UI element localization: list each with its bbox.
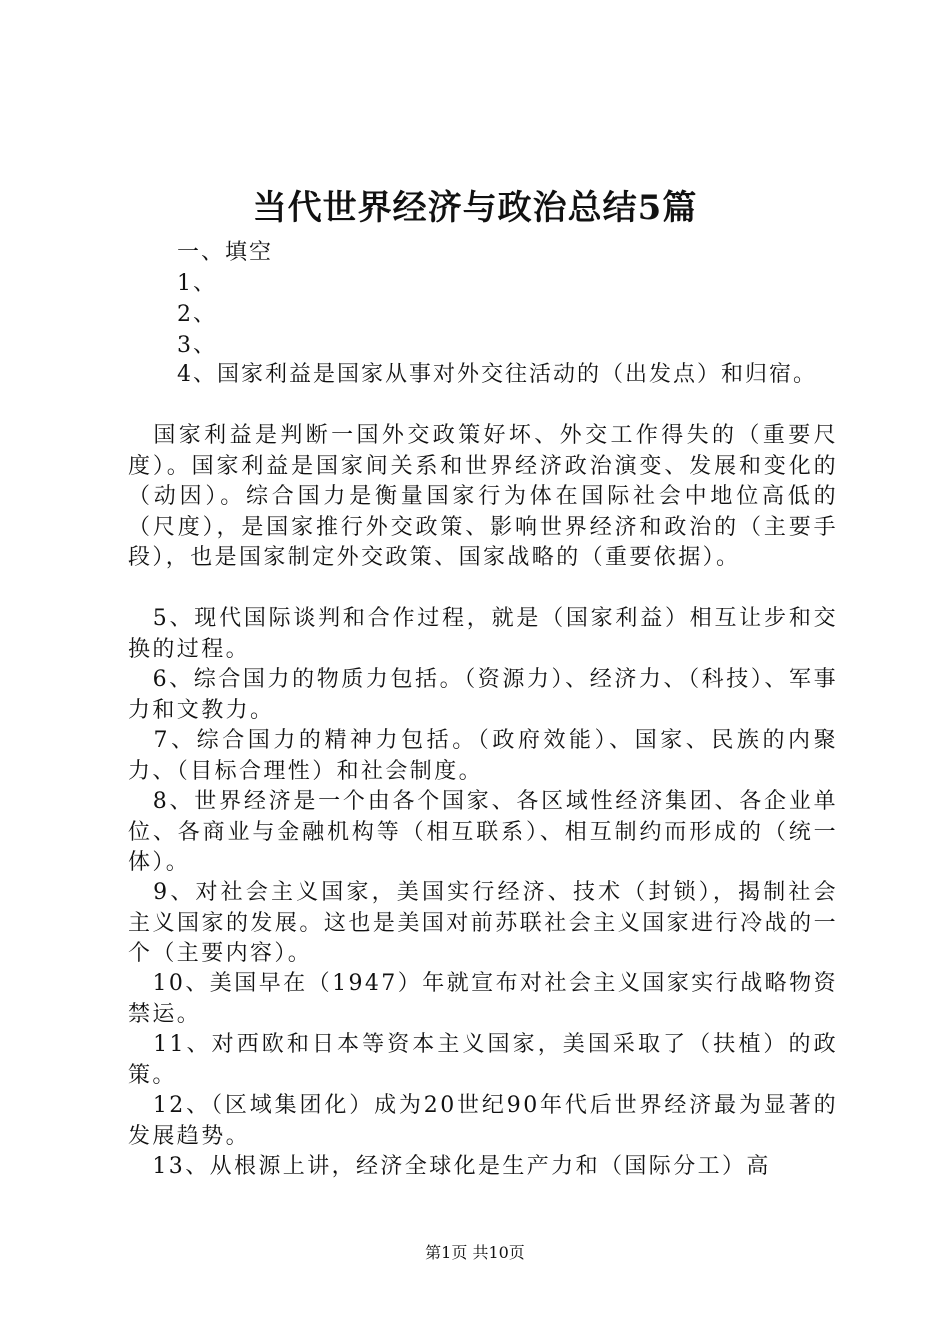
paragraph-item-5: 5、现代国际谈判和合作过程，就是（国家利益）相互让步和交换的过程。 xyxy=(128,606,838,662)
paragraph-item-11: 11、对西欧和日本等资本主义国家，美国采取了（扶植）的政策。 xyxy=(128,1032,838,1088)
paragraph-item-13: 13、从根源上讲，经济全球化是生产力和（国际分工）高 xyxy=(128,1154,771,1179)
paragraph-item-9: 9、对社会主义国家，美国实行经济、技术（封锁），揭制社会主义国家的发展。这也是美国对前苏联社会主义国家进行冷战的一个（主要内容）。 xyxy=(128,880,838,966)
list-item-1: 1、 xyxy=(177,271,217,296)
paragraph-item-12: 12、（区域集团化）成为20世纪90年代后世界经济最为显著的发展趋势。 xyxy=(128,1093,838,1149)
page-footer: 第1页 共10页 xyxy=(425,1243,525,1262)
list-item-4: 4、国家利益是国家从事对外交往活动的（出发点）和归宿。 xyxy=(177,362,817,387)
paragraph-item-7: 7、综合国力的精神力包括。（政府效能）、国家、民族的内聚力、（目标合理性）和社会制度。 xyxy=(128,728,838,784)
document-title: 当代世界经济与政治总结5篇 xyxy=(252,188,698,228)
paragraph-national-interest: 国家利益是判断一国外交政策好坏、外交工作得失的（重要尺度）。国家利益是国家间关系和世界经济政治演变、发展和变化的（动因）。综合国力是衡量国家行为体在国际社会中地位高低的（尺度），是国家推行外交政策、影响世界经济和政治的（主要手段），也是国家制定外交政策、国家战略的（重要依据）。 xyxy=(128,423,838,570)
paragraph-item-6: 6、综合国力的物质力包括。（资源力）、经济力、（科技）、军事力和文教力。 xyxy=(128,667,838,723)
list-item-2: 2、 xyxy=(177,302,217,327)
paragraph-item-8: 8、世界经济是一个由各个国家、各区域性经济集团、各企业单位、各商业与金融机构等（相互联系）、相互制约而形成的（统一体）。 xyxy=(128,789,838,875)
list-item-3: 3、 xyxy=(177,333,217,358)
paragraph-item-10: 10、美国早在（1947）年就宣布对社会主义国家实行战略物资禁运。 xyxy=(128,971,838,1027)
section-heading: 一、填空 xyxy=(177,240,274,265)
